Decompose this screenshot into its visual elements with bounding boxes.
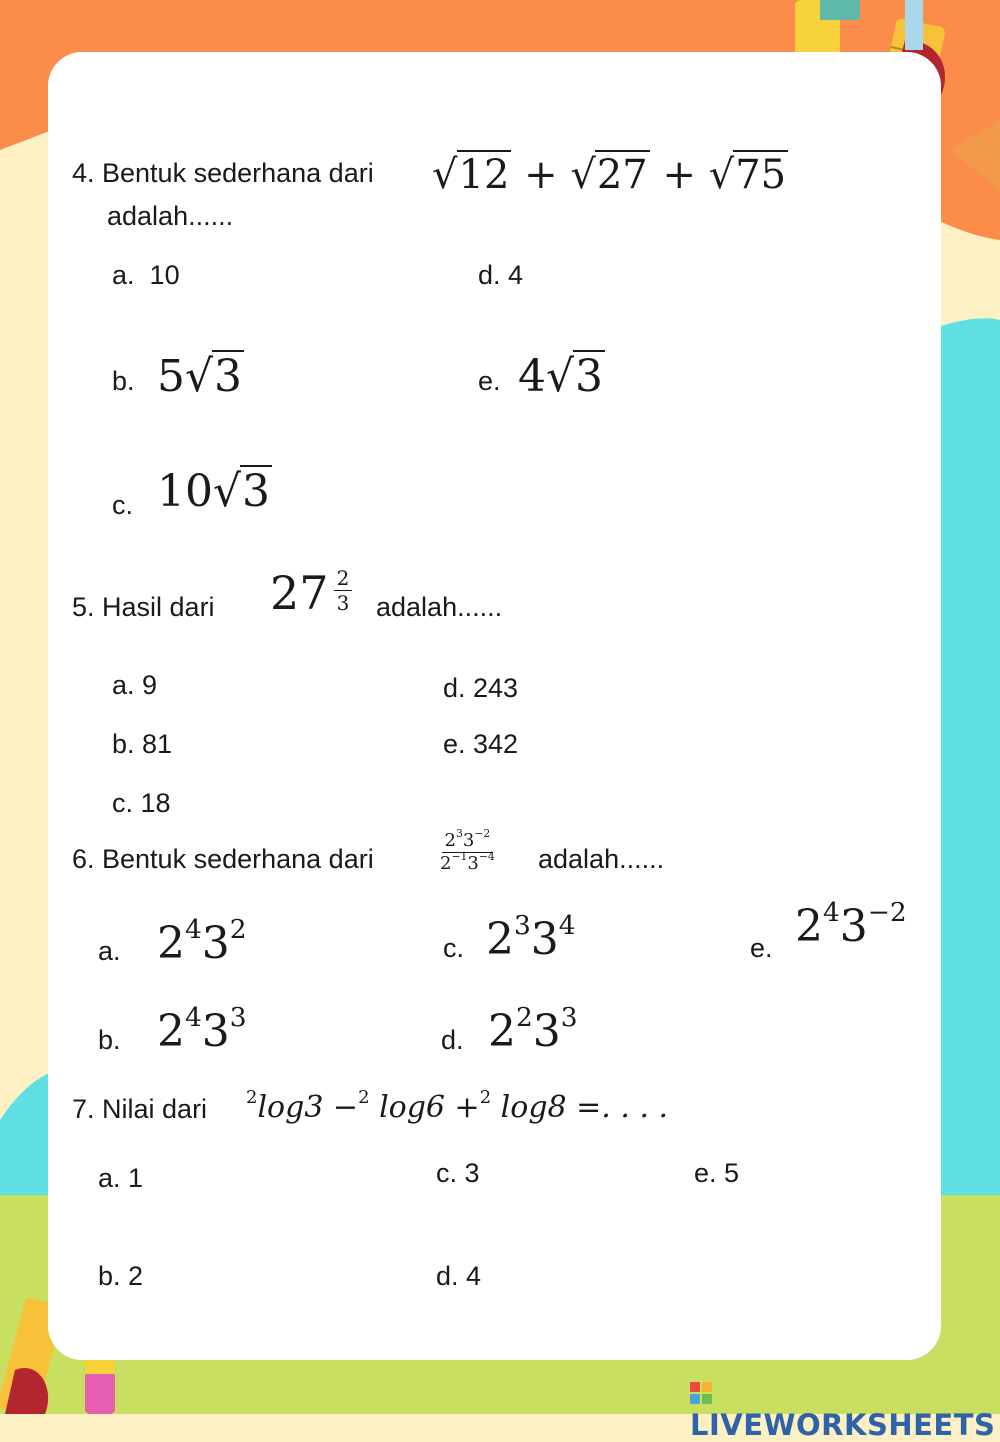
q7-expression: $^2$log3 −$^2$ log6 +$^2$ log8 =. . . .	[246, 1087, 669, 1125]
q4-question-continuation: adalah......	[107, 201, 234, 231]
q4-option-a[interactable]	[112, 262, 180, 289]
q6-option-a-label[interactable]: a.	[98, 936, 121, 966]
q4-expression	[432, 150, 788, 198]
exponent-numerator: 2	[334, 568, 353, 591]
q6-question: 6. Bentuk sederhana dari	[72, 844, 374, 874]
q4-option-b-label[interactable]: b.	[112, 366, 135, 396]
q5-option-d[interactable]: d. 243	[443, 673, 519, 703]
sqrt-symbol: √	[708, 152, 735, 198]
q4-question: 4. Bentuk sederhana dari	[72, 158, 374, 188]
radicand: 3	[242, 466, 271, 517]
liveworksheets-brand	[690, 1374, 1000, 1442]
q5-option-b[interactable]: b. 81	[112, 729, 173, 759]
option-value: 4	[508, 260, 524, 290]
option-value: 10	[149, 260, 180, 290]
q7-option-c[interactable]: c. 3	[436, 1158, 480, 1188]
q5-option-c[interactable]: c. 18	[112, 788, 171, 818]
liveworksheets-logo-icon	[690, 1382, 712, 1404]
q7-option-d[interactable]: d. 4	[436, 1261, 482, 1291]
q4-option-d[interactable]	[478, 262, 523, 289]
q7-option-a[interactable]: a. 1	[98, 1163, 144, 1193]
q6-numerator: $2^33^{-2}$	[442, 832, 494, 853]
sqrt-symbol: √	[185, 351, 214, 402]
q4-option-e-label[interactable]: e.	[478, 366, 501, 396]
q6-question-suffix: adalah......	[538, 844, 665, 874]
q5-base: 27	[270, 566, 329, 620]
coefficient: 10	[157, 466, 213, 517]
coefficient: 4	[518, 351, 546, 402]
q5-exponent	[334, 568, 353, 613]
plus-sign: +	[662, 152, 696, 198]
option-label: d.	[478, 260, 501, 290]
q6-option-d-expr[interactable]: $2^23^3$	[488, 1002, 578, 1057]
q4-radicand-3: 75	[735, 152, 787, 198]
q6-option-c-expr[interactable]: $2^33^4$	[486, 910, 576, 965]
q4-option-c-label[interactable]: c.	[112, 490, 134, 520]
q6-option-b-expr[interactable]: $2^43^3$	[157, 1002, 247, 1057]
q6-option-b-label[interactable]: b.	[98, 1025, 121, 1055]
sqrt-symbol: √	[432, 152, 458, 198]
sqrt-symbol: √	[546, 351, 575, 402]
q5-option-e[interactable]: e. 342	[443, 729, 519, 759]
brand-name: LIVEWORKSHEETS	[690, 1408, 996, 1442]
q6-option-e-expr[interactable]: $2^43^{-2}$	[795, 897, 907, 952]
q4-option-b-expr[interactable]	[157, 350, 244, 402]
radicand: 3	[214, 351, 243, 402]
plus-sign: +	[524, 152, 558, 198]
q5-question: 5. Hasil dari	[72, 592, 215, 622]
q7-question: 7. Nilai dari	[72, 1094, 208, 1124]
q4-option-e-expr[interactable]	[518, 350, 605, 402]
q4-option-c-expr[interactable]	[157, 465, 272, 517]
q6-option-e-label[interactable]: e.	[750, 933, 773, 963]
radicand: 3	[575, 351, 604, 402]
sqrt-symbol: √	[213, 466, 242, 517]
sqrt-symbol: √	[570, 152, 596, 198]
option-label: a.	[112, 260, 135, 290]
q4-radicand-2: 27	[596, 152, 648, 198]
q6-option-c-label[interactable]: c.	[443, 933, 465, 963]
q6-denominator: $2^{-1}3^{-4}$	[440, 850, 495, 874]
q7-option-b[interactable]: b. 2	[98, 1261, 144, 1291]
q6-option-a-expr[interactable]: $2^43^2$	[157, 914, 247, 969]
exponent-denominator: 3	[336, 591, 350, 615]
worksheet-card	[48, 52, 941, 1360]
q5-expression	[270, 566, 352, 620]
coefficient: 5	[157, 351, 185, 402]
q4-radicand-1: 12	[458, 152, 510, 198]
q7-option-e[interactable]: e. 5	[694, 1158, 740, 1188]
q5-question-suffix: adalah......	[376, 592, 503, 622]
q6-fraction	[437, 827, 498, 874]
q5-option-a[interactable]: a. 9	[112, 670, 158, 700]
q6-option-d-label[interactable]: d.	[441, 1025, 464, 1055]
